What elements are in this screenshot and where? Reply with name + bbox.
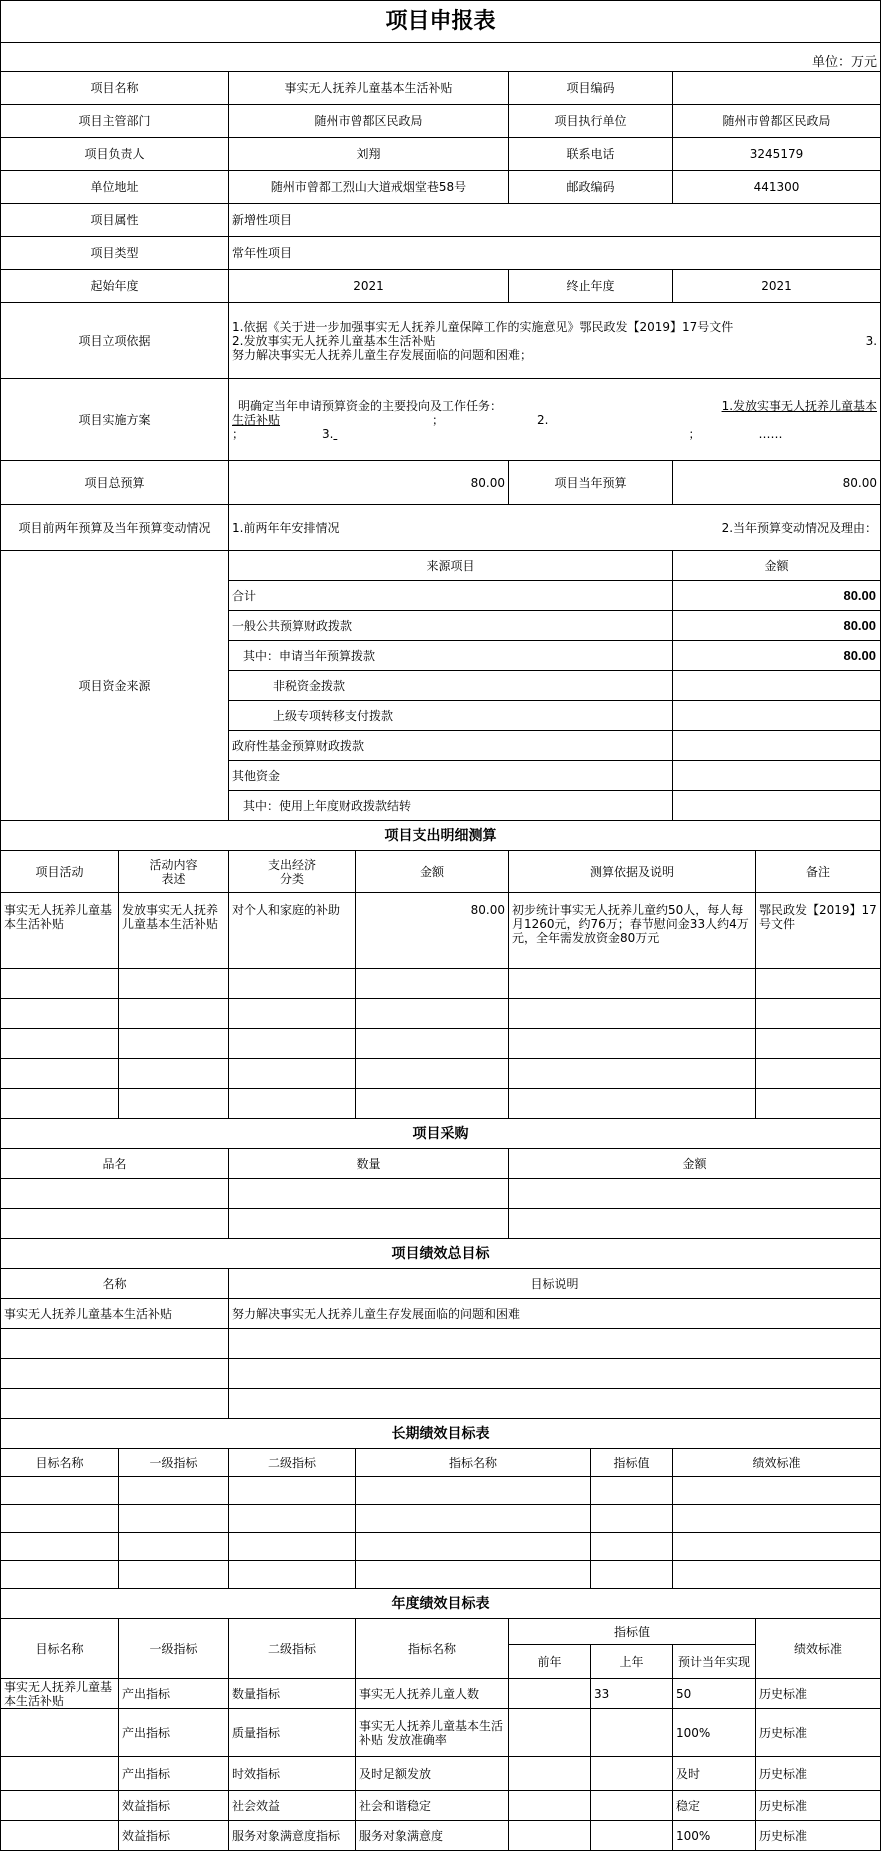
annual-head-expected: 预计当年实现 (673, 1645, 756, 1679)
annual-head-level2: 二级指标 (229, 1619, 356, 1679)
funding-row-name: 合计 (229, 581, 673, 611)
long-head-value: 指标值 (591, 1449, 673, 1477)
budget-change-a: 1.前两年年安排情况 (232, 520, 340, 535)
annual-indicator: 及时足额发放 (356, 1757, 509, 1791)
long-head-level1: 一级指标 (119, 1449, 229, 1477)
address-value: 随州市曾都工烈山大道戒烟堂巷58号 (229, 171, 509, 204)
table-row (1, 1089, 881, 1119)
expense-head-activity: 项目活动 (1, 851, 119, 893)
annual-prev2 (509, 1757, 591, 1791)
plan-line-2-c: 2. (537, 412, 549, 427)
perf-total-head-name: 名称 (1, 1269, 229, 1299)
start-year-value: 2021 (229, 270, 509, 303)
purchase-head-name: 品名 (1, 1149, 229, 1179)
exec-unit-label: 项目执行单位 (509, 105, 673, 138)
table-row (1, 1477, 881, 1505)
long-head-indicator: 指标名称 (356, 1449, 591, 1477)
project-name-value: 事实无人抚养儿童基本生活补贴 (229, 72, 509, 105)
expense-basis: 初步统计事实无人抚养儿童约50人，每人每月1260元，约76万；春节慰问金33人约4万元，全年需发放资金80万元 (509, 893, 756, 969)
total-budget-value: 80.00 (229, 461, 509, 505)
annual-l1: 效益指标 (119, 1791, 229, 1821)
plan-value (229, 379, 881, 461)
perf-total-name: 事实无人抚养儿童基本生活补贴 (1, 1299, 229, 1329)
table-row (1, 1059, 881, 1089)
table-row (1, 1209, 881, 1239)
funding-row-amount (673, 791, 881, 821)
basis-line-3: 努力解决事实无人抚养儿童生存发展面临的问题和困难； (232, 347, 533, 362)
funding-row-name: 一般公共预算财政拨款 (229, 611, 673, 641)
funding-row-amount: 80.00 (673, 611, 881, 641)
funding-row-name: 其中：申请当年预算拨款 (229, 641, 673, 671)
start-year-label: 起始年度 (1, 270, 229, 303)
basis-line-2-tail: 3. (865, 333, 878, 348)
plan-line-1-a: 明确定当年申请预算资金的主要投向及工作任务： (238, 398, 503, 413)
annual-prev2 (509, 1709, 591, 1757)
annual-goal-empty (1, 1821, 119, 1851)
table-row (1, 1561, 881, 1589)
funding-row-name: 其他资金 (229, 761, 673, 791)
annual-prev1 (591, 1757, 673, 1791)
project-code-label: 项目编码 (509, 72, 673, 105)
attr-value: 新增性项目 (229, 204, 881, 237)
plan-line-2-b: ； (432, 412, 445, 427)
annual-expected: 50 (673, 1679, 756, 1709)
funding-row-amount: 80.00 (673, 581, 881, 611)
postcode-value: 441300 (673, 171, 881, 204)
annual-head-level1: 一级指标 (119, 1619, 229, 1679)
basis-line-2: 2.发放事实无人抚养儿童基本生活补贴 (232, 333, 436, 348)
project-name-label: 项目名称 (1, 72, 229, 105)
table-row (1, 1505, 881, 1533)
dept-label: 项目主管部门 (1, 105, 229, 138)
annual-l1: 效益指标 (119, 1821, 229, 1851)
table-row (1, 1533, 881, 1561)
expense-head-content: 活动内容 表述 (119, 851, 229, 893)
annual-head-standard: 绩效标准 (756, 1619, 881, 1679)
annual-indicator: 社会和谐稳定 (356, 1791, 509, 1821)
annual-title: 年度绩效目标表 (1, 1589, 881, 1619)
phone-label: 联系电话 (509, 138, 673, 171)
annual-indicator: 事实无人抚养儿童基本生活补贴 发放准确率 (356, 1709, 509, 1757)
expense-amount: 80.00 (356, 893, 509, 969)
annual-indicator: 服务对象满意度 (356, 1821, 509, 1851)
basis-line-1: 1.依据《关于进一步加强事实无人抚养儿童保障工作的实施意见》鄂民政发【2019】17号文件 (232, 319, 734, 334)
annual-l2: 服务对象满意度指标 (229, 1821, 356, 1851)
expense-head-amount: 金额 (356, 851, 509, 893)
funding-head-amount: 金额 (673, 551, 881, 581)
table-row (1, 1389, 881, 1419)
annual-expected: 稳定 (673, 1791, 756, 1821)
plan-line-3-c: ； (688, 426, 701, 441)
annual-l1: 产出指标 (119, 1757, 229, 1791)
owner-label: 项目负责人 (1, 138, 229, 171)
funding-head-source: 来源项目 (229, 551, 673, 581)
perf-total-title: 项目绩效总目标 (1, 1239, 881, 1269)
long-term-title: 长期绩效目标表 (1, 1419, 881, 1449)
annual-goal-name: 事实无人抚养儿童基本生活补贴 (1, 1679, 119, 1709)
expense-head-category: 支出经济 分类 (229, 851, 356, 893)
long-head-goal: 目标名称 (1, 1449, 119, 1477)
annual-prev1: 33 (591, 1679, 673, 1709)
annual-standard: 历史标准 (756, 1709, 881, 1757)
annual-standard: 历史标准 (756, 1679, 881, 1709)
funding-row-name: 政府性基金预算财政拨款 (229, 731, 673, 761)
annual-goal-empty (1, 1791, 119, 1821)
basis-value (229, 303, 881, 379)
funding-row-name: 其中：使用上年度财政拨款结转 (229, 791, 673, 821)
table-row (1, 1029, 881, 1059)
annual-l1: 产出指标 (119, 1679, 229, 1709)
annual-l2: 社会效益 (229, 1791, 356, 1821)
table-row (1, 1329, 881, 1359)
annual-head-prev1: 上年 (591, 1645, 673, 1679)
plan-line-2-a: 生活补贴 (232, 412, 281, 427)
annual-standard: 历史标准 (756, 1791, 881, 1821)
plan-line-3-b: 3. (322, 426, 334, 441)
year-budget-label: 项目当年预算 (509, 461, 673, 505)
plan-label: 项目实施方案 (1, 379, 229, 461)
exec-unit-value: 随州市曾都区民政局 (673, 105, 881, 138)
attr-label: 项目属性 (1, 204, 229, 237)
project-code-value (673, 72, 881, 105)
annual-l2: 数量指标 (229, 1679, 356, 1709)
table-row (1, 969, 881, 999)
phone-value: 3245179 (673, 138, 881, 171)
long-head-standard: 绩效标准 (673, 1449, 881, 1477)
purchase-head-qty: 数量 (229, 1149, 509, 1179)
plan-line-1-b: 1.发放实事无人抚养儿童基本 (721, 398, 878, 413)
annual-indicator: 事实无人抚养儿童人数 (356, 1679, 509, 1709)
year-budget-value: 80.00 (673, 461, 881, 505)
owner-value: 刘翔 (229, 138, 509, 171)
annual-expected: 100% (673, 1821, 756, 1851)
funding-row-amount (673, 731, 881, 761)
annual-goal-empty (1, 1709, 119, 1757)
annual-prev1 (591, 1709, 673, 1757)
expense-head-basis: 测算依据及说明 (509, 851, 756, 893)
expense-note: 鄂民政发【2019】17号文件 (756, 893, 881, 969)
annual-l1: 产出指标 (119, 1709, 229, 1757)
expense-title: 项目支出明细测算 (1, 821, 881, 851)
annual-standard: 历史标准 (756, 1821, 881, 1851)
annual-l2: 时效指标 (229, 1757, 356, 1791)
form-title: 项目申报表 (1, 1, 881, 43)
annual-prev2 (509, 1821, 591, 1851)
address-label: 单位地址 (1, 171, 229, 204)
expense-content: 发放事实无人抚养儿童基本生活补贴 (119, 893, 229, 969)
budget-change-value (229, 505, 881, 551)
plan-line-3-d: …… (758, 426, 783, 441)
purchase-title: 项目采购 (1, 1119, 881, 1149)
funding-row-name: 上级专项转移支付拨款 (229, 701, 673, 731)
perf-total-head-desc: 目标说明 (229, 1269, 881, 1299)
funding-row-amount (673, 761, 881, 791)
annual-standard: 历史标准 (756, 1757, 881, 1791)
type-value: 常年性项目 (229, 237, 881, 270)
annual-goal-empty (1, 1757, 119, 1791)
annual-prev2 (509, 1679, 591, 1709)
perf-total-desc: 努力解决事实无人抚养儿童生存发展面临的问题和困难 (229, 1299, 881, 1329)
funding-row-amount (673, 701, 881, 731)
postcode-label: 邮政编码 (509, 171, 673, 204)
basis-line-2-row (232, 334, 877, 348)
budget-change-label: 项目前两年预算及当年预算变动情况 (1, 505, 229, 551)
annual-head-indicator: 指标名称 (356, 1619, 509, 1679)
annual-prev1 (591, 1821, 673, 1851)
end-year-label: 终止年度 (509, 270, 673, 303)
annual-expected: 及时 (673, 1757, 756, 1791)
dept-value: 随州市曾都区民政局 (229, 105, 509, 138)
type-label: 项目类型 (1, 237, 229, 270)
annual-expected: 100% (673, 1709, 756, 1757)
long-head-level2: 二级指标 (229, 1449, 356, 1477)
plan-line-3-a: ； (232, 426, 245, 441)
plan-line-1 (232, 399, 877, 413)
budget-change-b: 2.当年预算变动情况及理由： (721, 520, 878, 535)
annual-l2: 质量指标 (229, 1709, 356, 1757)
total-budget-label: 项目总预算 (1, 461, 229, 505)
funding-row-name: 非税资金拨款 (229, 671, 673, 701)
table-row (1, 1179, 881, 1209)
annual-prev1 (591, 1791, 673, 1821)
plan-line-3 (232, 427, 877, 441)
plan-line-2 (232, 413, 877, 427)
funding-row-amount (673, 671, 881, 701)
table-row (1, 999, 881, 1029)
basis-label: 项目立项依据 (1, 303, 229, 379)
purchase-head-amount: 金额 (509, 1149, 881, 1179)
funding-row-amount: 80.00 (673, 641, 881, 671)
funding-label: 项目资金来源 (1, 551, 229, 821)
end-year-value: 2021 (673, 270, 881, 303)
expense-category: 对个人和家庭的补助 (229, 893, 356, 969)
table-row (1, 1359, 881, 1389)
expense-head-note: 备注 (756, 851, 881, 893)
annual-head-prev2: 前年 (509, 1645, 591, 1679)
unit-label: 单位：万元 (1, 43, 881, 72)
expense-activity: 事实无人抚养儿童基本生活补贴 (1, 893, 119, 969)
annual-head-goal: 目标名称 (1, 1619, 119, 1679)
annual-head-value: 指标值 (509, 1619, 756, 1645)
annual-prev2 (509, 1791, 591, 1821)
